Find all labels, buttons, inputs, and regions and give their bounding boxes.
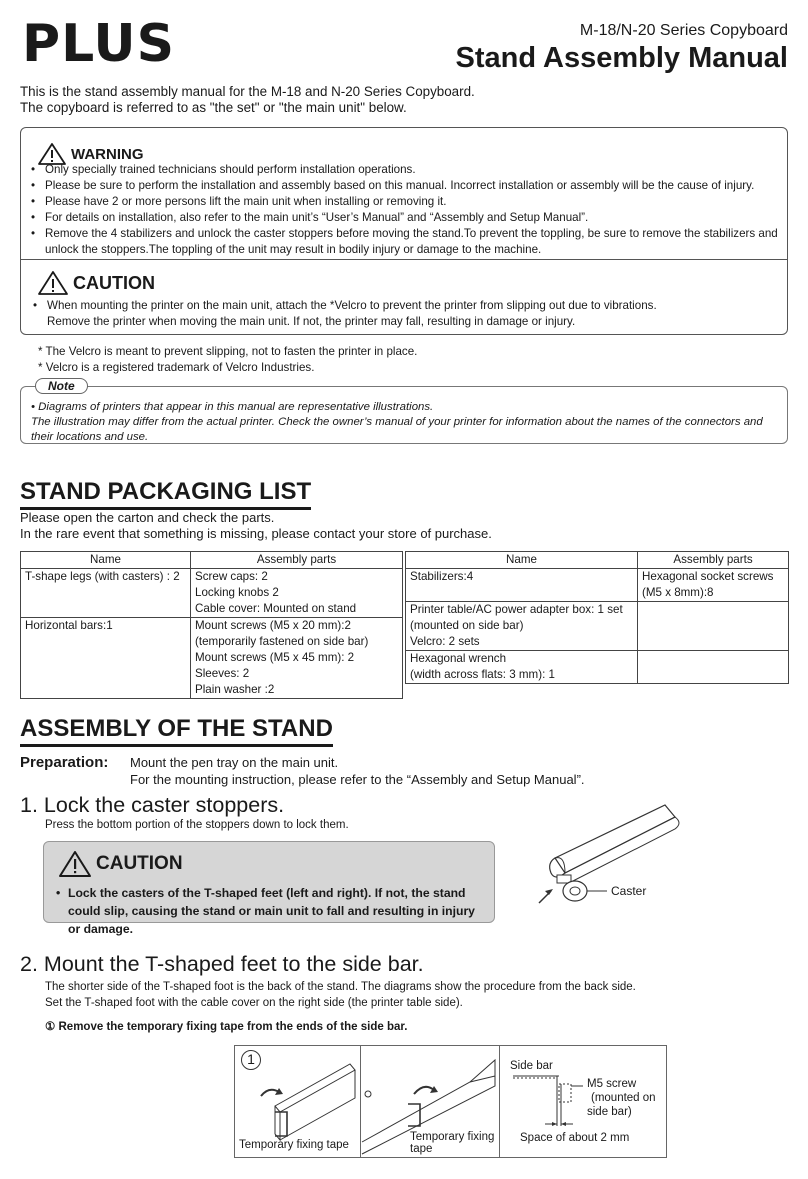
note-box [20,379,788,444]
cell-name [406,651,638,684]
step1-caution-header [58,850,183,878]
part-line: Screw caps: 2 [195,570,268,583]
caution-line-text: When mounting the printer on the main unit, attach the *Velcro to prevent the printer from slipping out due to vibrations. [47,299,657,312]
warning-item: • Only specially trained technicians should perform installation operations. [31,162,779,178]
part-line: Locking knobs 2 [195,586,279,599]
table-row [406,651,789,684]
column-header-name: Name [406,552,638,569]
cell-parts [638,651,789,684]
caution-text [31,298,779,330]
cell-name: Horizontal bars:1 [21,618,191,699]
diagram-label-tape: Temporary fixing tape [239,1139,349,1151]
series-name: M-18/N-20 Series Copyboard [579,22,788,39]
caster-label: Caster [611,884,647,898]
name-line: Hexagonal wrench [410,652,507,665]
cell-name: T-shape legs (with casters) : 2 [21,569,191,618]
prep-line: Mount the pen tray on the main unit. [130,755,339,770]
step2-title: 2. Mount the T-shaped feet to the side bar. [20,952,424,976]
warning-list [31,162,779,258]
warning-item: • For details on installation, also refer to the main unit’s “User’s Manual” and “Assembly and Setup Manual”. [31,210,779,226]
label-line: Temporary fixing [410,1131,495,1143]
preparation-text [130,754,585,788]
label-line: tape [410,1143,433,1155]
warning-item: • Please have 2 or more persons lift the main unit when installing or removing it. [31,194,779,210]
diagram-label-tape-2 [410,1131,494,1155]
name-line: (mounted on side bar) [410,619,524,632]
packaging-line: In the rare event that something is missing, please contact your store of purchase. [20,526,492,541]
assembly-heading: ASSEMBLY OF THE STAND [20,715,333,747]
page-title: Stand Assembly Manual [455,42,788,74]
warning-item: • Please be sure to perform the installation and assembly based on this manual. Incorrect installation or assembly will be the cause of injury. [31,178,779,194]
warning-item: • Remove the 4 stabilizers and unlock the caster stoppers before moving the stand.To prevent the toppling, be sure to remove the stabilizers and unlock the stoppers.The toppling of the unit may result in bodily injury or damage to the machine. [31,226,779,258]
label-line: (mounted on [591,1092,656,1104]
label-line: side bar) [587,1106,632,1118]
parts-table-right [405,551,789,684]
preparation-label: Preparation: [20,754,109,771]
packaging-line: Please open the carton and check the parts. [20,510,275,525]
cell-parts [191,618,403,699]
part-line: Mount screws (M5 x 20 mm):2 [195,619,351,632]
name-line: Velcro: 2 sets [410,635,480,648]
table-row [406,602,789,651]
step2-line: Set the T-shaped foot with the cable cover on the right side (the printer table side). [45,997,463,1009]
step1-title: 1. Lock the caster stoppers. [20,793,285,817]
intro-line: This is the stand assembly manual for the M-18 and N-20 Series Copyboard. [20,84,475,99]
caution-triangle-icon [58,850,92,878]
step2-diagram [234,1045,667,1158]
table-row [21,569,403,618]
warning-box [20,127,788,335]
table-header-row [21,552,403,569]
cell-name [406,602,638,651]
note-label: Note [35,378,88,394]
step1-caution-box [43,841,495,936]
part-line: (temporarily fastened on side bar) [195,635,369,648]
part-line: Cable cover: Mounted on stand [195,602,357,615]
diagram-label-m5-screw [587,1077,656,1119]
packaging-text [20,510,492,542]
footnotes [38,344,417,376]
part-line: Hexagonal socket screws [642,570,774,583]
warning-divider [21,259,787,260]
step2-subtext [45,979,636,1011]
warning-title: WARNING [71,145,144,163]
table-row [21,618,403,699]
column-header-parts: Assembly parts [191,552,403,569]
packaging-heading: STAND PACKAGING LIST [20,478,311,510]
part-line: Plain washer :2 [195,683,275,696]
parts-table-left [20,551,403,699]
caution-line: Remove the printer when moving the main unit. If not, the printer may fall, resulting in damage or injury. [47,315,576,328]
column-header-parts: Assembly parts [638,552,789,569]
name-line: Printer table/AC power adapter box: 1 set [410,603,623,616]
table-row [406,569,789,602]
step1-subtext: Press the bottom portion of the stoppers down to lock them. [45,819,349,831]
diagram-label-side-bar: Side bar [510,1060,553,1072]
caution-header [37,270,155,296]
cell-parts [638,602,789,651]
label-line: M5 screw [587,1078,637,1090]
part-line: Mount screws (M5 x 45 mm): 2 [195,651,355,664]
caution-line [31,298,779,314]
step2-substep: ① Remove the temporary fixing tape from the ends of the side bar. [45,1021,408,1033]
cell-parts [638,569,789,602]
part-line: Sleeves: 2 [195,667,250,680]
caution-triangle-icon [37,270,69,296]
footnote: * Velcro is a registered trademark of Velcro Industries. [38,361,315,374]
intro-text [20,84,475,116]
part-line: (M5 x 8mm):8 [642,586,714,599]
footnote: * The Velcro is meant to prevent slipping, not to fasten the printer in place. [38,345,418,358]
step2-line: The shorter side of the T-shaped foot is the back of the stand. The diagrams show the procedure from the back side. [45,981,636,993]
note-line: • Diagrams of printers that appear in this manual are representative illustrations. [31,401,434,413]
step1-caution-text: • Lock the casters of the T-shaped feet (left and right). If not, the stand could slip, causing the stand or main unit to fall and resulting in injury or damage. [54,884,490,938]
column-header-name: Name [21,552,191,569]
intro-line: The copyboard is referred to as "the set" or "the main unit" below. [20,100,407,115]
prep-line: For the mounting instruction, please refer to the “Assembly and Setup Manual”. [130,772,585,787]
cell-name: Stabilizers:4 [406,569,638,602]
table-header-row [406,552,789,569]
bullet: • [33,299,38,312]
note-text [31,400,779,445]
cell-parts [191,569,403,618]
note-line: The illustration may differ from the actual printer. Check the owner’s manual of your printer for information about the names of the connectors and their locations and use. [31,416,763,443]
diagram-label-space: Space of about 2 mm [520,1132,630,1144]
diagram-step-number: 1 [241,1050,261,1070]
brand-logo: PLUS [22,14,176,74]
step1-caution-title: CAUTION [96,853,183,874]
name-line: (width across flats: 3 mm): 1 [410,668,555,681]
caution-title: CAUTION [73,272,155,293]
